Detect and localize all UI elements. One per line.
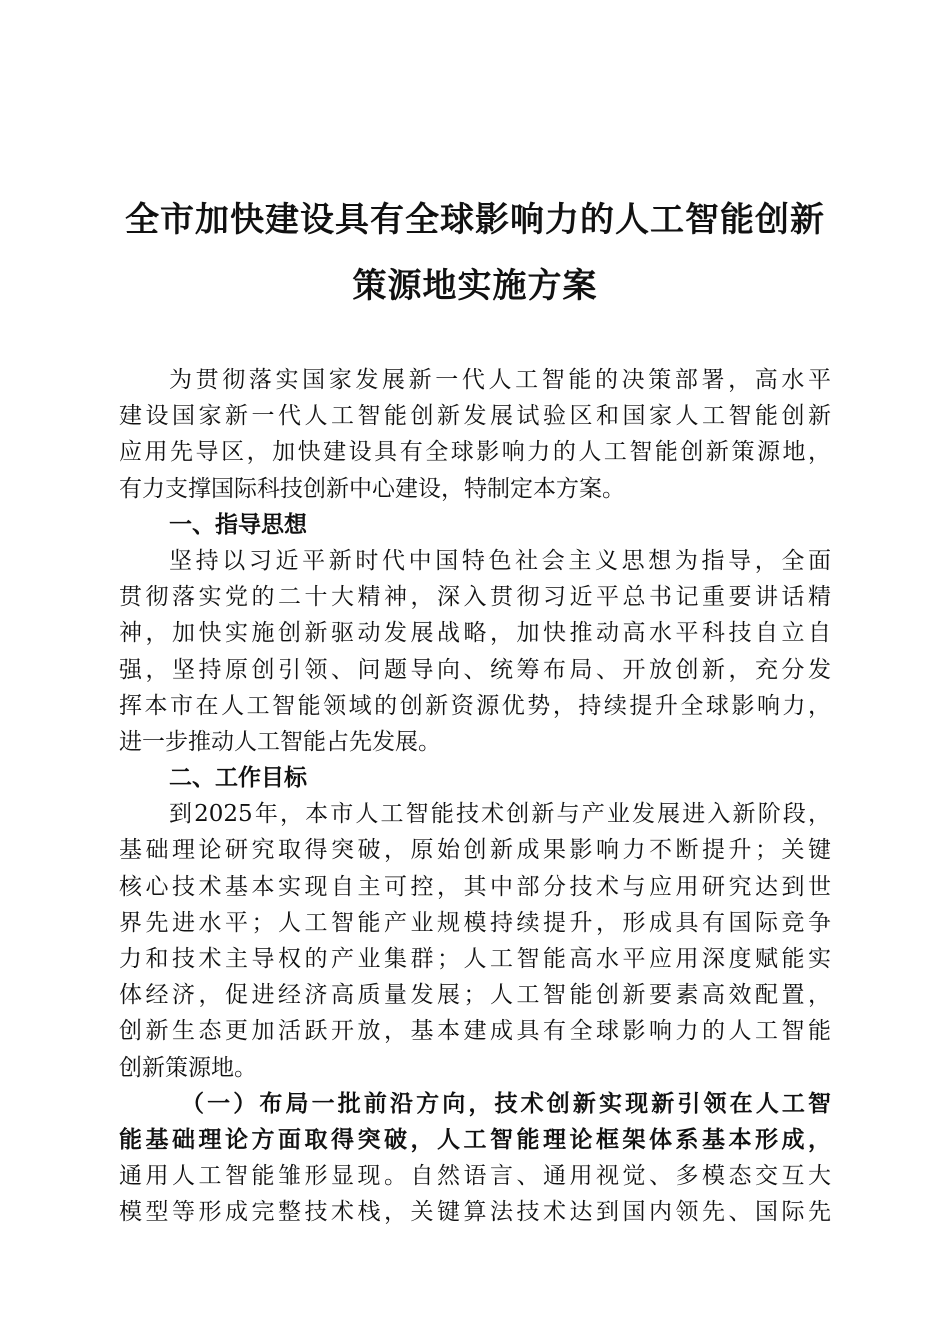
paragraph-line: 创新策源地。	[119, 1054, 257, 1081]
document-body	[119, 362, 831, 1231]
section-heading-guiding-ideology: 一、指导思想	[169, 511, 307, 538]
paragraph-line: 强，坚持原创引领、问题导向、统筹布局、开放创新，充分发	[119, 656, 831, 683]
paragraph-line: 核心技术基本实现自主可控，其中部分技术与应用研究达到世	[119, 873, 831, 900]
paragraph-line: 坚持以习近平新时代中国特色社会主义思想为指导，全面	[169, 547, 831, 574]
paragraph-line: 模型等形成完整技术栈，关键算法技术达到国内领先、国际先	[119, 1199, 831, 1226]
paragraph-line: 界先进水平；人工智能产业规模持续提升，形成具有国际竞争	[119, 909, 831, 936]
paragraph-line: 通用人工智能雏形显现。自然语言、通用视觉、多模态交互大	[119, 1163, 831, 1190]
paragraph-line: 挥本市在人工智能领域的创新资源优势，持续提升全球影响力，	[119, 692, 831, 719]
paragraph-line: 应用先导区，加快建设具有全球影响力的人工智能创新策源地，	[119, 439, 831, 466]
paragraph-line: 为贯彻落实国家发展新一代人工智能的决策部署，高水平	[169, 367, 831, 393]
document-title-line-2: 策源地实施方案	[352, 266, 598, 306]
section-heading-work-goals: 二、工作目标	[169, 765, 307, 792]
paragraph-line: 有力支撑国际科技创新中心建设，特制定本方案。	[119, 475, 625, 502]
subsection-heading-line: （一）布局一批前沿方向，技术创新实现新引领在人工智	[181, 1089, 831, 1117]
paragraph-line: 到2025年，本市人工智能技术创新与产业发展进入新阶段，	[169, 801, 831, 828]
paragraph-line: 基础理论研究取得突破，原始创新成果影响力不断提升；关键	[119, 837, 831, 864]
paragraph-line: 进一步推动人工智能占先发展。	[119, 728, 441, 755]
paragraph-line: 体经济，促进经济高质量发展；人工智能创新要素高效配置，	[119, 982, 831, 1009]
subsection-heading-line: 能基础理论方面取得突破，人工智能理论框架体系基本形成，	[119, 1125, 831, 1153]
document-title-line-1: 全市加快建设具有全球影响力的人工智能创新	[125, 200, 825, 240]
paragraph-line: 神，加快实施创新驱动发展战略，加快推动高水平科技自立自	[119, 620, 831, 647]
paragraph-line: 建设国家新一代人工智能创新发展试验区和国家人工智能创新	[119, 403, 831, 430]
paragraph-line: 贯彻落实党的二十大精神，深入贯彻习近平总书记重要讲话精	[119, 584, 831, 611]
paragraph-line: 创新生态更加活跃开放，基本建成具有全球影响力的人工智能	[119, 1018, 831, 1045]
paragraph-line: 力和技术主导权的产业集群；人工智能高水平应用深度赋能实	[119, 946, 831, 972]
